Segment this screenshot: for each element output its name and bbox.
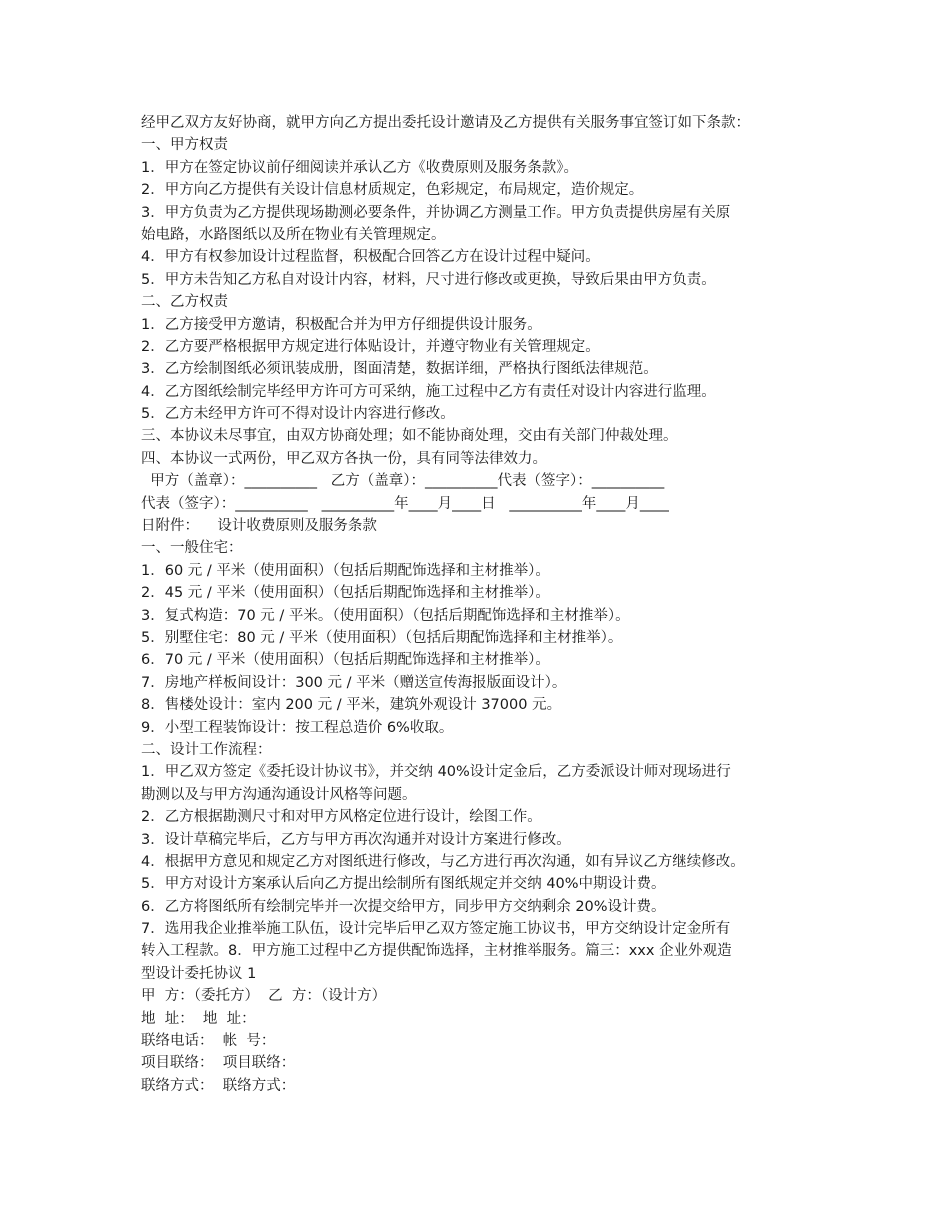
- intro-paragraph: 经甲乙双方友好协商，就甲方向乙方提出委托设计邀请及乙方提供有关服务事宜签订如下条款：: [141, 115, 750, 131]
- section-heading-party-a-rights: 一、甲方权责: [141, 137, 228, 154]
- clause-b-4: 4．乙方图纸绘制完毕经甲方许可方可采纳，施工过程中乙方有责任对设计内容进行监理。: [141, 383, 716, 400]
- signature-line-2: 代表（签字）：__________ __________年____月____日 __________年____月____: [141, 495, 669, 512]
- fee-item-6: 6．70 元 / 平米（使用面积）（包括后期配饰选择和主材推举）。: [141, 652, 550, 669]
- workflow-step-4: 4．根据甲方意见和规定乙方对图纸进行修改，与乙方进行再次沟通，如有异议乙方继续修改。: [141, 853, 745, 870]
- exterior-design-title-continued: 型设计委托协议 1: [141, 965, 257, 982]
- fee-item-5: 5．别墅住宅：80 元 / 平米（使用面积）（包括后期配饰选择和主材推举）。: [141, 629, 623, 646]
- document-page: [141, 112, 821, 1097]
- fee-item-9: 9．小型工程装饰设计：按工程总造价 6%收取。: [141, 719, 454, 736]
- section-heading-party-b-rights: 二、乙方权责: [141, 294, 228, 311]
- clause-a-1: 1．甲方在签定协议前仔细阅读并承认乙方《收费原则及服务条款》。: [141, 159, 578, 176]
- workflow-step-1-continued: 勘测以及与甲方沟通沟通设计风格等问题。: [141, 786, 417, 803]
- workflow-step-2: 2．乙方根据勘测尺寸和对甲方风格定位进行设计，绘图工作。: [141, 809, 542, 826]
- clause-a-2: 2．甲方向乙方提供有关设计信息材质规定，色彩规定，布局规定，造价规定。: [141, 182, 644, 199]
- workflow-step-7-continued: 转入工程款。8．甲方施工过程中乙方提供配饰选择，主材推举服务。篇三：xxx 企业外观造: [141, 943, 732, 960]
- project-contact-row: 项目联络： 项目联络：: [141, 1055, 296, 1072]
- fee-item-2: 2．45 元 / 平米（使用面积）（包括后期配饰选择和主材推举）。: [141, 585, 550, 602]
- fee-item-8: 8．售楼处设计：室内 200 元 / 平米，建筑外观设计 37000 元。: [141, 697, 562, 714]
- clause-a-3: 3．甲方负责为乙方提供现场勘测必要条件，并协调乙方测量工作。甲方负责提供房屋有关原: [141, 204, 731, 221]
- fee-item-7: 7．房地产样板间设计：300 元 / 平米（赠送宣传海报版面设计）。: [141, 674, 567, 691]
- address-row: 地 址： 地 址：: [141, 1010, 256, 1027]
- clause-b-2: 2．乙方要严格根据甲方规定进行体贴设计，并遵守物业有关管理规定。: [141, 338, 600, 355]
- section-four: 四、本协议一式两份，甲乙双方各执一份，具有同等法律效力。: [141, 450, 547, 467]
- clause-b-3: 3．乙方绘制图纸必须讯装成册，图面清楚，数据详细，严格执行图纸法律规范。: [141, 361, 658, 378]
- clause-a-3-continued: 始电路，水路图纸以及所在物业有关管理规定。: [141, 226, 446, 243]
- contact-method-row: 联络方式： 联络方式：: [141, 1077, 296, 1094]
- clause-b-1: 1．乙方接受甲方邀请，积极配合并为甲方仔细提供设计服务。: [141, 316, 542, 333]
- section-three: 三、本协议未尽事宜，由双方协商处理；如不能协商处理，交由有关部门仲裁处理。: [141, 428, 678, 445]
- signature-line-1: 甲方（盖章）：__________ 乙方（盖章）：__________代表（签字）：__________: [141, 473, 665, 490]
- fee-item-3: 3．复式构造：70 元 / 平米。（使用面积）（包括后期配饰选择和主材推举）。: [141, 607, 630, 624]
- attachment-title: 日附件： 设计收费原则及服务条款: [141, 518, 377, 535]
- clause-b-5: 5．乙方未经甲方许可不得对设计内容进行修改。: [141, 406, 455, 423]
- workflow-step-5: 5．甲方对设计方案承认后向乙方提出绘制所有图纸规定并交纳 40%中期设计费。: [141, 876, 666, 893]
- section-heading-general-residence: 一、一般住宅：: [141, 540, 243, 557]
- fee-item-1: 1．60 元 / 平米（使用面积）（包括后期配饰选择和主材推举）。: [141, 562, 550, 579]
- workflow-step-1: 1．甲乙双方签定《委托设计协议书》，并交纳 40%设计定金后，乙方委派设计师对现场进行: [141, 764, 731, 781]
- workflow-step-3: 3．设计草稿完毕后，乙方与甲方再次沟通并对设计方案进行修改。: [141, 831, 571, 848]
- clause-a-5: 5．甲方未告知乙方私自对设计内容，材料，尺寸进行修改或更换，导致后果由甲方负责。: [141, 271, 716, 288]
- phone-account-row: 联络电话： 帐 号：: [141, 1033, 276, 1050]
- workflow-step-6: 6．乙方将图纸所有绘制完毕并一次提交给甲方，同步甲方交纳剩余 20%设计费。: [141, 898, 666, 915]
- party-row: 甲 方：（委托方） 乙 方：（设计方）: [141, 988, 387, 1005]
- workflow-step-7: 7．选用我企业推举施工队伍，设计完毕后甲乙双方签定施工协议书，甲方交纳设计定金所有: [141, 921, 731, 938]
- clause-a-4: 4．甲方有权参加设计过程监督，积极配合回答乙方在设计过程中疑问。: [141, 249, 600, 266]
- section-heading-workflow: 二、设计工作流程：: [141, 741, 272, 758]
